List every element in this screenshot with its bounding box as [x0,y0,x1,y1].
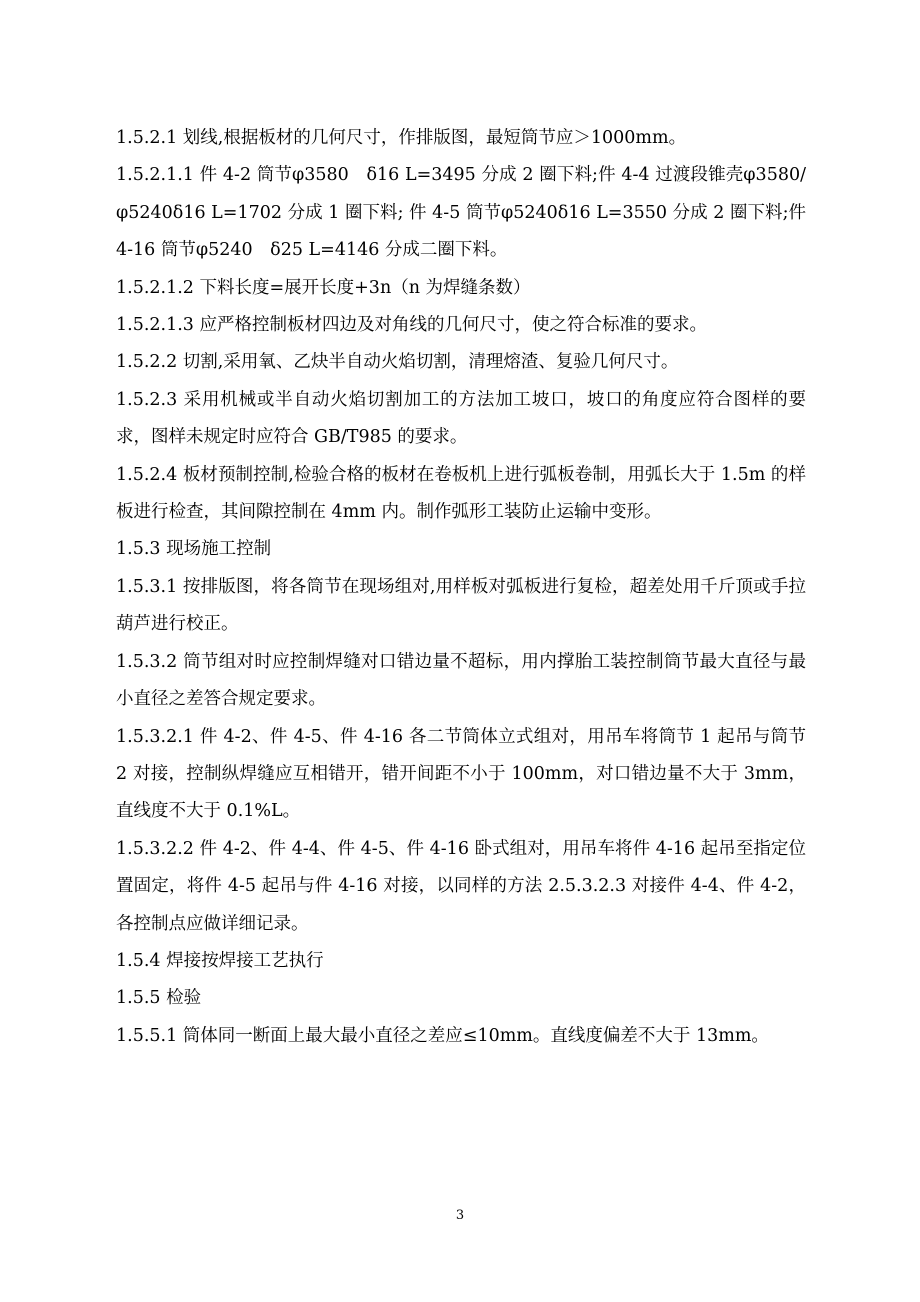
paragraph-1-5-2-4: 1.5.2.4 板材预制控制,检验合格的板材在卷板机上进行弧板卷制，用弧长大于 1.5m 的样板进行检查，其间隙控制在 4mm 内。制作弧形工装防止运输中变形。 [116,464,806,523]
paragraph-1-5-2-1: 1.5.2.1 划线,根据板材的几何尺寸，作排版图，最短筒节应＞1000mm。 [116,128,687,148]
section-heading-1-5-4: 1.5.4 焊接按焊接工艺执行 [116,950,324,971]
section-heading-1-5-5: 1.5.5 检验 [116,988,202,1009]
section-heading-1-5-3: 1.5.3 现场施工控制 [116,539,272,560]
paragraph-1-5-3-2-2: 1.5.3.2.2 件 4-2、件 4-4、件 4-5、件 4-16 卧式组对，用吊车将件 4-16 起吊至指定位置固定，将件 4-5 起吊与件 4-16 对接，以同样的方法 2.5.3.2.3 对接件 4-4、件 4-2，各控制点应做详细记录。 [116,838,806,934]
paragraph-1-5-3-1: 1.5.3.1 按排版图，将各筒节在现场组对,用样板对弧板进行复检，超差处用千斤顶或手拉葫芦进行校正。 [116,576,806,635]
paragraph-1-5-2-1-2: 1.5.2.1.2 下料长度=展开长度+3n（n 为焊缝条数） [116,277,531,298]
paragraph-1-5-2-2: 1.5.2.2 切割,采用氧、乙炔半自动火焰切割，清理熔渣、复验几何尺寸。 [116,352,679,373]
paragraph-1-5-2-3: 1.5.2.3 采用机械或半自动火焰切割加工的方法加工坡口，坡口的角度应符合图样的要求，图样未规定时应符合 GB/T985 的要求。 [116,389,806,448]
paragraph-1-5-2-1-1: 1.5.2.1.1 件 4-2 筒节φ3580 δ16 L=3495 分成 2 圈下料;件 4-4 过渡段锥壳φ3580/φ5240δ16 L=1702 分成 1 圈下料; 件 4-5 筒节φ5240δ16 L=3550 分成 2 圈下料;件 4-16 筒节φ5240 δ25 L=4146 分成二圈下料。 [116,165,806,261]
page-number: 3 [455,1208,465,1223]
document-body [116,120,806,1055]
paragraph-1-5-2-1-3: 1.5.2.1.3 应严格控制板材四边及对角线的几何尺寸，使之符合标准的要求。 [116,315,707,336]
paragraph-1-5-5-1: 1.5.5.1 筒体同一断面上最大最小直径之差应≤10mm。直线度偏差不大于 13mm。 [116,1025,769,1046]
paragraph-1-5-3-2: 1.5.3.2 筒节组对时应控制焊缝对口错边量不超标，用内撑胎工装控制筒节最大直径与最小直径之差答合规定要求。 [116,651,806,710]
paragraph-1-5-3-2-1: 1.5.3.2.1 件 4-2、件 4-5、件 4-16 各二节筒体立式组对，用吊车将筒节 1 起吊与筒节 2 对接，控制纵焊缝应互相错开，错开间距不小于 100mm，对口错边量不大于 3mm，直线度不大于 0.1%L。 [116,726,806,822]
